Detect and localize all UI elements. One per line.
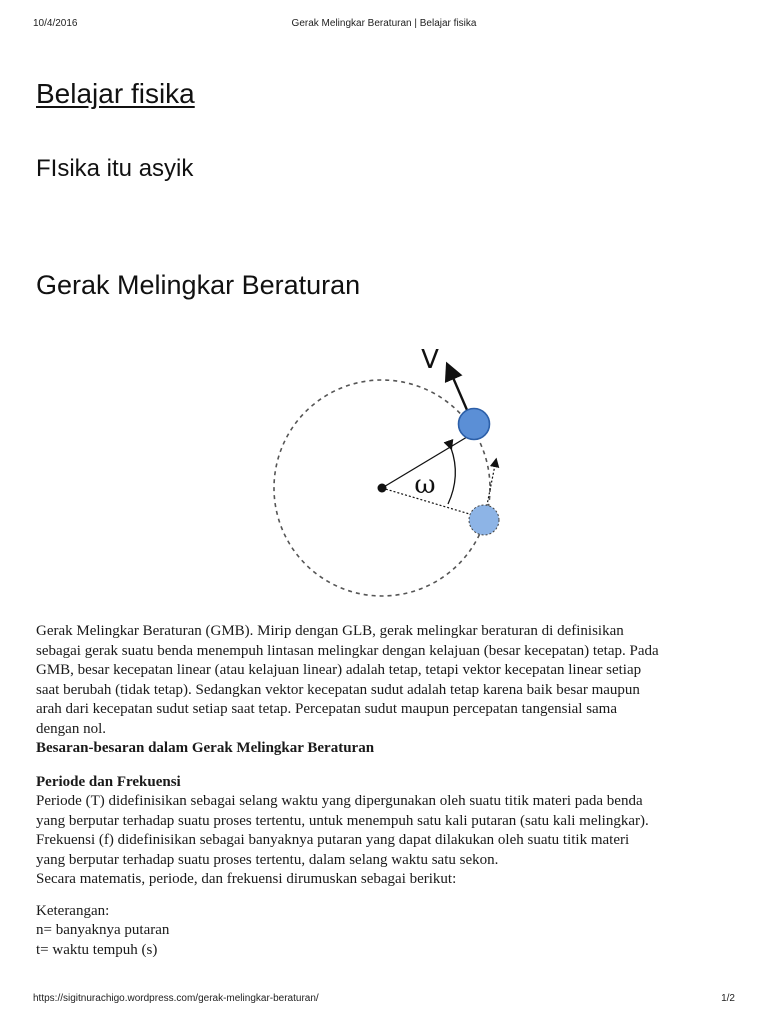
print-page-title: Gerak Melingkar Beraturan | Belajar fisika bbox=[291, 18, 477, 29]
print-date: 10/4/2016 bbox=[33, 18, 78, 29]
angle-arc bbox=[448, 448, 455, 504]
ghost-ball bbox=[469, 505, 499, 535]
period-line: Frekuensi (f) didefinisikan sebagai banyaknya putaran yang dapat dilakukan oleh suatu titik materi bbox=[36, 832, 630, 848]
footer-page-number: 1/2 bbox=[721, 993, 735, 1004]
period-line: yang berputar terhadap suatu proses tertentu, untuk menempuh satu kali putaran (satu kali melingkar). bbox=[36, 812, 649, 829]
intro-line: Gerak Melingkar Beraturan (GMB). Mirip dengan GLB, gerak melingkar beraturan di definisikan bbox=[36, 623, 624, 639]
period-line: Periode (T) didefinisikan sebagai selang waktu yang dipergunakan oleh suatu titik materi pada benda bbox=[36, 793, 643, 809]
intro-line: GMB, besar kecepatan linear (atau kelajuan linear) adalah tetap, tetapi vektor kecepatan linear setiap bbox=[36, 662, 642, 678]
moving-ball bbox=[459, 409, 490, 440]
period-line: Secara matematis, periode, dan frekuensi dirumuskan sebagai berikut: bbox=[36, 871, 457, 887]
velocity-label: V bbox=[421, 345, 439, 375]
center-dot bbox=[378, 484, 387, 493]
article-body bbox=[36, 622, 736, 960]
keterangan-line: t= waktu tempuh (s) bbox=[36, 941, 158, 958]
keterangan-line: n= banyaknya putaran bbox=[36, 922, 170, 938]
circular-motion-figure bbox=[265, 338, 515, 606]
keterangan-line: Keterangan: bbox=[36, 902, 110, 919]
intro-line: saat berubah (tidak tetap). Sedangkan vektor kecepatan sudut adalah tetap karena baik besar maupun bbox=[36, 681, 640, 698]
site-tagline: FIsika itu asyik bbox=[36, 155, 194, 182]
angle-label: ω bbox=[414, 470, 436, 500]
footer-url: https://sigitnurachigo.wordpress.com/gerak-melingkar-beraturan/ bbox=[33, 993, 319, 1004]
intro-line: sebagai gerak suatu benda menempuh lintasan melingkar dengan kelajuan (besar kecepatan) tetap. Pada bbox=[36, 642, 659, 659]
period-line: yang berputar terhadap suatu proses tertentu, dalam selang waktu satu sekon. bbox=[36, 851, 499, 868]
intro-line: arah dari kecepatan sudut setiap saat tetap. Percepatan sudut maupun percepatan tangensial sama bbox=[36, 701, 618, 717]
subheading: Periode dan Frekuensi bbox=[36, 773, 181, 790]
intro-line: dengan nol. bbox=[36, 720, 106, 737]
velocity-arrow bbox=[448, 366, 467, 410]
site-title-link[interactable]: Belajar fisika bbox=[36, 78, 195, 109]
post-title: Gerak Melingkar Beraturan bbox=[36, 270, 361, 300]
section-heading: Besaran-besaran dalam Gerak Melingkar Beraturan bbox=[36, 740, 375, 756]
